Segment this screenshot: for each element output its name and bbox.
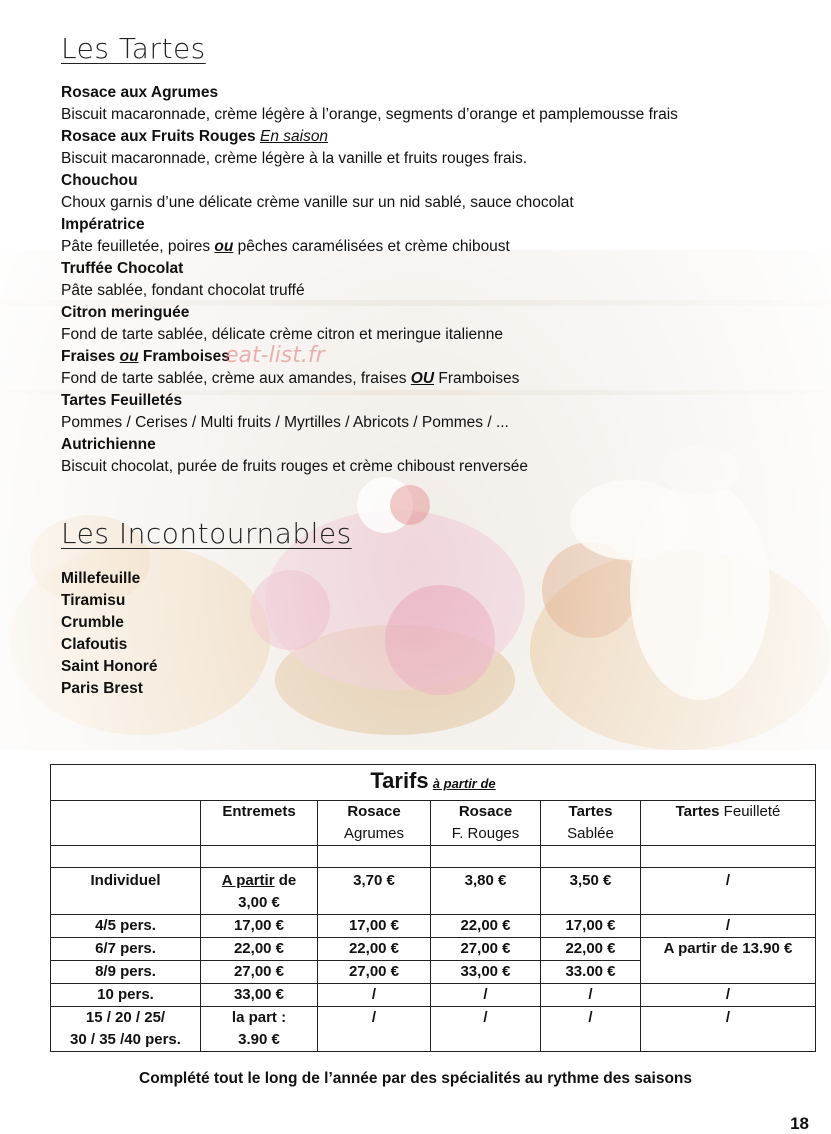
table-row <box>51 915 816 938</box>
tarte-name: Tartes Feuilletés <box>61 392 183 409</box>
header-label: Entremets <box>222 803 296 820</box>
tarte-desc <box>61 236 801 258</box>
list-item: Clafoutis <box>61 636 128 653</box>
tarte-name-row <box>61 214 801 236</box>
price-value: 3,00 € <box>238 894 280 911</box>
table-header-cell <box>201 801 318 846</box>
desc-part: Pâte feuilletée, poires <box>61 238 215 255</box>
tarifs-table <box>50 764 816 1052</box>
table-row <box>51 1007 816 1052</box>
list-item: Paris Brest <box>61 680 143 697</box>
list-item: Crumble <box>61 614 124 631</box>
price-cell: 3,70 € <box>318 868 431 915</box>
header-label: Rosace <box>347 803 401 820</box>
row-label: 8/9 pers. <box>51 961 201 984</box>
price-cell: 33,00 € <box>431 961 541 984</box>
list-item: Saint Honoré <box>61 658 158 675</box>
ou-word: ou <box>214 238 234 255</box>
table-row <box>51 868 816 915</box>
price-cell: / <box>641 915 816 938</box>
list-item: Tiramisu <box>61 592 126 609</box>
price-cell: 17,00 € <box>318 915 431 938</box>
price-cell: 22,00 € <box>201 938 318 961</box>
price-cell: A partir de 13.90 € <box>641 938 816 984</box>
tarte-desc: Pommes / Cerises / Multi fruits / Myrtilles / Abricots / Pommes / ... <box>61 414 509 431</box>
tarte-desc: Biscuit macaronnade, crème légère à l’orange, segments d’orange et pamplemousse frais <box>61 106 678 123</box>
footer-note: Complété tout le long de l’année par des spécialités au rythme des saisons <box>139 1070 692 1087</box>
header-label: Tartes <box>568 803 613 820</box>
tarte-desc: Pâte sablée, fondant chocolat truffé <box>61 282 305 299</box>
price-part: la part : <box>231 1009 287 1026</box>
tarte-desc: Biscuit macaronnade, crème légère à la vanille et fruits rouges frais. <box>61 150 528 167</box>
price-cell: 27,00 € <box>431 938 541 961</box>
table-row <box>51 938 816 961</box>
tarte-name-row <box>61 346 801 368</box>
tarte-name-row <box>61 126 801 148</box>
tarte-name: Chouchou <box>61 172 138 189</box>
tartes-list <box>61 82 801 478</box>
row-label: 4/5 pers. <box>51 915 201 938</box>
price-cell: 33.00 € <box>541 961 641 984</box>
table-header-cell <box>641 801 816 846</box>
row-label: 10 pers. <box>51 984 201 1007</box>
row-label <box>51 1007 201 1052</box>
tarte-name: Rosace aux Agrumes <box>61 84 219 101</box>
price-cell: 27,00 € <box>318 961 431 984</box>
tarte-name-row <box>61 434 801 456</box>
price-cell: / <box>541 984 641 1007</box>
tarte-name: Truffée Chocolat <box>61 260 184 277</box>
price-cell: 17,00 € <box>201 915 318 938</box>
table-header-row <box>51 801 816 846</box>
row-label: 6/7 pers. <box>51 938 201 961</box>
header-label: Tartes <box>675 803 720 820</box>
tarte-name: Citron meringuée <box>61 304 190 321</box>
tarte-name-row <box>61 258 801 280</box>
tarte-name: Fraises <box>61 348 120 365</box>
tarte-desc: Choux garnis d’une délicate crème vanille sur un nid sablé, sauce chocolat <box>61 194 574 211</box>
ou-word: OU <box>410 370 435 387</box>
desc-part: Fond de tarte sablée, crème aux amandes, fraises <box>61 370 411 387</box>
incontournables-list <box>61 568 157 700</box>
list-item: Millefeuille <box>61 570 141 587</box>
tarte-name-row <box>61 390 801 412</box>
table-title-row <box>51 765 816 801</box>
price-cell: / <box>541 1007 641 1052</box>
price-cell: / <box>641 1007 816 1052</box>
tarte-name: Framboises <box>138 348 230 365</box>
header-sublabel: Agrumes <box>343 825 405 842</box>
price-part: de <box>274 872 297 889</box>
price-cell: 22,00 € <box>541 938 641 961</box>
price-cell: 22,00 € <box>318 938 431 961</box>
tartes-section-title: Les Tartes <box>61 32 206 65</box>
table-title-cell <box>51 765 816 801</box>
price-cell: 33,00 € <box>201 984 318 1007</box>
desc-part: Framboises <box>434 370 520 387</box>
table-subtitle: à partir de <box>432 776 496 791</box>
season-note: En saison <box>259 128 329 145</box>
price-cell: 3,80 € <box>431 868 541 915</box>
price-cell: / <box>641 868 816 915</box>
row-label-line: 15 / 20 / 25/ <box>85 1009 166 1026</box>
tarte-name-row <box>61 170 801 192</box>
tarte-desc: Fond de tarte sablée, délicate crème citron et meringue italienne <box>61 326 503 343</box>
table-header-cell <box>541 801 641 846</box>
watermark-text: eat-list.fr <box>225 343 325 368</box>
tarte-name: Autrichienne <box>61 436 156 453</box>
row-label-line: 30 / 35 /40 pers. <box>70 1031 181 1048</box>
page-number: 18 <box>790 1114 809 1133</box>
price-cell: 22,00 € <box>431 915 541 938</box>
row-label: Individuel <box>51 868 201 915</box>
price-value: 3.90 € <box>238 1031 280 1048</box>
table-header-cell <box>51 801 201 846</box>
table-header-cell <box>431 801 541 846</box>
price-cell <box>201 1007 318 1052</box>
price-cell: 17,00 € <box>541 915 641 938</box>
price-cell: 27,00 € <box>201 961 318 984</box>
price-cell: / <box>431 1007 541 1052</box>
tarte-name-row <box>61 82 801 104</box>
tarte-desc <box>61 368 801 390</box>
price-cell: / <box>641 984 816 1007</box>
tarte-name-row <box>61 302 801 324</box>
ou-word: ou <box>119 348 139 365</box>
table-spacer-row <box>51 846 816 868</box>
tarte-desc: Biscuit chocolat, purée de fruits rouges et crème chiboust renversée <box>61 458 528 475</box>
table-title: Tarifs <box>370 768 429 793</box>
price-cell: / <box>318 1007 431 1052</box>
header-label: Rosace <box>458 803 513 820</box>
table-row <box>51 984 816 1007</box>
header-sublabel: F. Rouges <box>451 825 520 842</box>
price-cell <box>201 868 318 915</box>
price-cell: / <box>318 984 431 1007</box>
incontournables-section-title: Les Incontournables <box>61 517 352 550</box>
price-cell: 3,50 € <box>541 868 641 915</box>
header-sublabel: Sablée <box>567 825 614 842</box>
header-sublabel: Feuilleté <box>719 803 781 820</box>
tarte-name: Rosace aux Fruits Rouges <box>61 128 256 145</box>
price-part: A partir <box>221 872 275 889</box>
tarte-name: Impératrice <box>61 216 145 233</box>
desc-part: pêches caramélisées et crème chiboust <box>233 238 510 255</box>
price-cell: / <box>431 984 541 1007</box>
table-header-cell <box>318 801 431 846</box>
